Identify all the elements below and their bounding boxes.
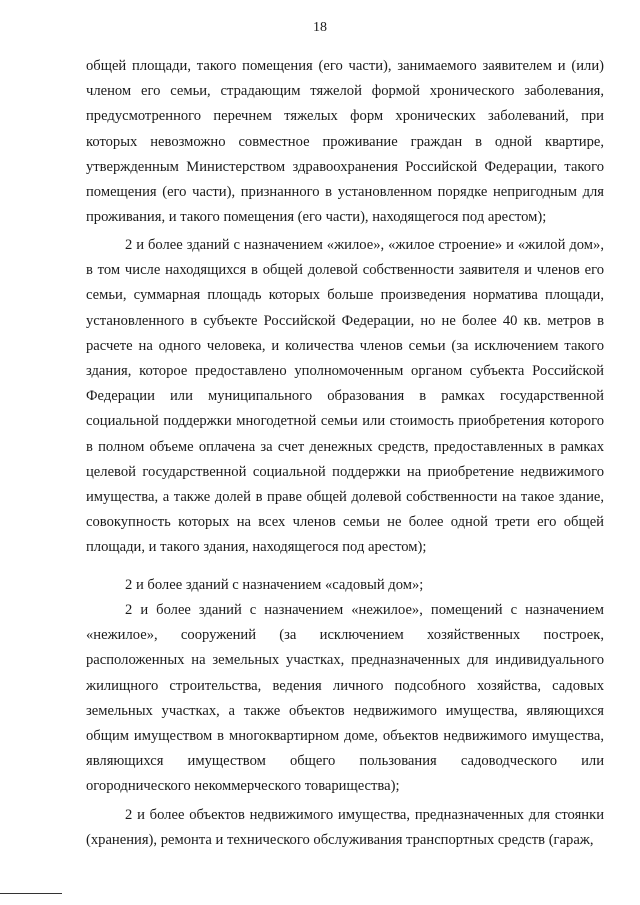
paragraph-5: 2 и более объектов недвижимого имущества, предназначенных для стоянки (хранения), ремонта и технического обслуживания транспортных средств (гараж, bbox=[86, 807, 604, 849]
footnote-divider bbox=[0, 893, 62, 894]
paragraph-1: общей площади, такого помещения (его части), занимаемого заявителем и (или) членом его семьи, страдающим тяжелой формой хронического заболевания, предусмотренного перечнем тяжелых форм хронических заболеваний, при которых невозможно совместное проживание граждан в одной квартире, утвержденным Министерством здравоохранения Российской Федерации, такого помещения (его части), признанного в установленном порядке непригодным для проживания, и такого помещения (его части), находящегося под арестом); bbox=[86, 58, 604, 226]
paragraph-3: 2 и более зданий с назначением «садовый дом»; bbox=[125, 577, 424, 593]
page-number: 18 bbox=[313, 20, 327, 35]
paragraph-2: 2 и более зданий с назначением «жилое», «жилое строение» и «жилой дом», в том числе находящихся в общей долевой собственности заявителя и членов его семьи, суммарная площадь которых больше произведения норматива площади, установленного в субъекте Российской Федерации, но не более 40 кв. метров в расчете на одного человека, и количества членов семьи (за исключением такого здания, которое предоставлено уполномоченным органом субъекта Российской Федерации или муниципального образования в рамках государственной социальной поддержки многодетной семьи или стоимость приобретения которого в полном объеме оплачена за счет денежных средств, предоставленных в рамках целевой государственной социальной поддержки на приобретение недвижимого имущества, а также долей в праве общей долевой собственности на такое здание, совокупность которых на всех членов семьи не более одной трети его общей площади, и такого здания, находящегося под арестом); bbox=[86, 237, 604, 556]
paragraph-4: 2 и более зданий с назначением «нежилое», помещений с назначением «нежилое», сооружений (за исключением хозяйственных построек, расположенных на земельных участках, предназначенных для индивидуального жилищного строительства, ведения личного подсобного хозяйства, садовых земельных участках, а также объектов недвижимого имущества, являющихся общим имуществом в многоквартирном доме, объектов недвижимого имущества, являющихся имуществом общего пользования садоводческого или огороднического некоммерческого товарищества); bbox=[86, 602, 604, 795]
